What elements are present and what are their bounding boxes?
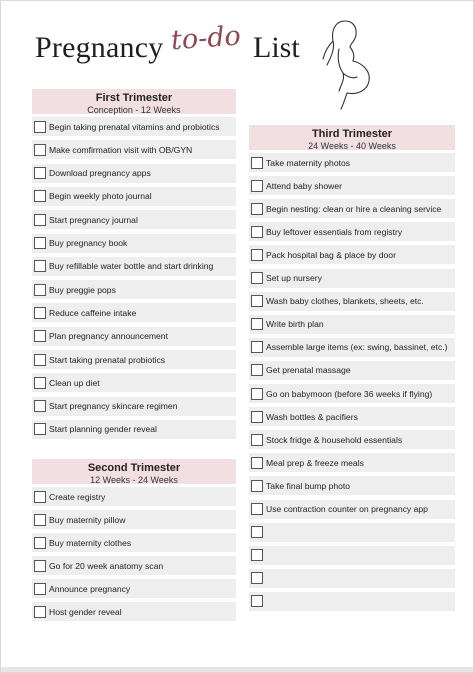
checkbox[interactable] xyxy=(251,203,263,215)
third-item-7[interactable] xyxy=(249,292,455,311)
task-label: Begin nesting: clean or hire a cleaning service xyxy=(266,203,442,214)
page-title-script: to-do xyxy=(170,20,242,57)
checkbox[interactable] xyxy=(251,364,263,376)
first-item-5[interactable] xyxy=(32,210,236,229)
checkbox[interactable] xyxy=(251,457,263,469)
task-label: Create registry xyxy=(49,491,106,502)
checkbox[interactable] xyxy=(34,144,46,156)
checkbox[interactable] xyxy=(34,121,46,133)
first-item-9[interactable] xyxy=(32,303,236,322)
task-label: Buy refillable water bottle and start drinking xyxy=(49,261,214,272)
checkbox[interactable] xyxy=(251,180,263,192)
task-label: Use contraction counter on pregnancy app xyxy=(266,504,428,514)
third-trimester-subtitle: 24 Weeks - 40 Weeks xyxy=(308,141,396,151)
task-label: Pack hospital bag & place by door xyxy=(266,249,396,260)
third-item-18[interactable] xyxy=(249,546,455,565)
checkbox[interactable] xyxy=(34,514,46,526)
first-item-6[interactable] xyxy=(32,234,236,253)
checkbox[interactable] xyxy=(34,606,46,618)
third-item-8[interactable] xyxy=(249,315,455,334)
checkbox[interactable] xyxy=(251,549,263,561)
third-item-10[interactable] xyxy=(249,361,455,380)
third-item-1[interactable] xyxy=(249,153,455,172)
first-item-10[interactable] xyxy=(32,327,236,346)
task-label: Buy leftover essentials from registry xyxy=(266,226,403,237)
task-label: Take final bump photo xyxy=(266,480,351,491)
task-label: Announce pregnancy xyxy=(49,583,131,594)
third-item-2[interactable] xyxy=(249,176,455,195)
task-label: Begin weekly photo journal xyxy=(49,191,152,202)
first-item-7[interactable] xyxy=(32,257,236,276)
first-trimester-title: First Trimester xyxy=(95,92,173,104)
checkbox[interactable] xyxy=(34,190,46,202)
task-label: Buy pregnancy book xyxy=(49,238,128,248)
third-item-19[interactable] xyxy=(249,569,455,588)
first-item-11[interactable] xyxy=(32,350,236,369)
checkbox[interactable] xyxy=(34,237,46,249)
checkbox[interactable] xyxy=(251,272,263,284)
third-item-5[interactable] xyxy=(249,245,455,264)
task-label: Download pregnancy apps xyxy=(49,168,151,179)
second-trimester-subtitle: 12 Weeks - 24 Weeks xyxy=(90,475,178,485)
task-label: Meal prep & freeze meals xyxy=(266,457,364,468)
second-item-2[interactable] xyxy=(32,510,236,529)
checkbox[interactable] xyxy=(251,318,263,330)
task-label: Begin taking prenatal vitamins and probiotics xyxy=(49,121,220,132)
checkbox[interactable] xyxy=(251,341,263,353)
third-item-6[interactable] xyxy=(249,269,455,288)
checkbox[interactable] xyxy=(34,284,46,296)
third-item-15[interactable] xyxy=(249,476,455,495)
second-item-6[interactable] xyxy=(32,602,236,621)
task-label: Take maternity photos xyxy=(266,157,351,168)
first-item-2[interactable] xyxy=(32,140,236,159)
task-label: Assemble large items (ex: swing, bassinet, etc.) xyxy=(266,342,448,353)
checkbox[interactable] xyxy=(251,249,263,261)
task-label: Buy maternity pillow xyxy=(49,514,126,525)
third-item-20[interactable] xyxy=(249,592,455,611)
checkbox[interactable] xyxy=(251,226,263,238)
first-trimester-header xyxy=(32,89,236,114)
checkbox[interactable] xyxy=(34,214,46,226)
task-label: Plan pregnancy announcement xyxy=(49,331,168,342)
task-label: Stock fridge & household essentials xyxy=(266,434,403,445)
checkbox[interactable] xyxy=(34,260,46,272)
second-item-3[interactable] xyxy=(32,533,236,552)
task-label: Start planning gender reveal xyxy=(49,424,157,435)
page-bottom-edge xyxy=(1,667,473,672)
first-item-12[interactable] xyxy=(32,373,236,392)
second-item-4[interactable] xyxy=(32,556,236,575)
task-label: Buy maternity clothes xyxy=(49,537,132,548)
checkbox[interactable] xyxy=(34,167,46,179)
checkbox[interactable] xyxy=(251,434,263,446)
task-label: Wash baby clothes, blankets, sheets, etc. xyxy=(266,296,424,307)
third-item-3[interactable] xyxy=(249,199,455,218)
first-item-13[interactable] xyxy=(32,397,236,416)
task-label: Reduce caffeine intake xyxy=(49,307,137,318)
task-label: Clean up diet xyxy=(49,377,100,388)
checkbox[interactable] xyxy=(34,307,46,319)
checkbox[interactable] xyxy=(251,526,263,538)
task-label: Write birth plan xyxy=(266,319,324,330)
checkbox[interactable] xyxy=(251,572,263,584)
second-trimester-header xyxy=(32,459,236,484)
checkbox[interactable] xyxy=(34,560,46,572)
page-title: Pregnancy xyxy=(35,31,164,64)
first-item-14[interactable] xyxy=(32,420,236,439)
third-item-13[interactable] xyxy=(249,430,455,449)
page-title-end: List xyxy=(253,31,300,64)
task-label: Make comfirmation visit with OB/GYN xyxy=(49,144,193,155)
checkbox[interactable] xyxy=(34,491,46,503)
checkbox[interactable] xyxy=(34,583,46,595)
checkbox[interactable] xyxy=(251,503,263,515)
checkbox[interactable] xyxy=(34,537,46,549)
task-label: Buy preggie pops xyxy=(49,284,116,295)
checkbox[interactable] xyxy=(34,354,46,366)
checkbox[interactable] xyxy=(34,400,46,412)
third-item-4[interactable] xyxy=(249,222,455,241)
first-item-4[interactable] xyxy=(32,187,236,206)
task-label: Go for 20 week anatomy scan xyxy=(49,560,164,571)
task-label: Start pregnancy journal xyxy=(49,214,138,225)
checkbox[interactable] xyxy=(251,595,263,607)
third-item-14[interactable] xyxy=(249,453,455,472)
second-item-1[interactable] xyxy=(32,487,236,506)
checkbox[interactable] xyxy=(251,388,263,400)
third-item-12[interactable] xyxy=(249,407,455,426)
checkbox[interactable] xyxy=(34,423,46,435)
checkbox[interactable] xyxy=(251,157,263,169)
task-label: Attend baby shower xyxy=(266,180,342,191)
task-label: Start pregnancy skincare regimen xyxy=(49,401,178,412)
first-item-8[interactable] xyxy=(32,280,236,299)
task-label: Wash bottles & pacifiers xyxy=(266,411,358,422)
checkbox[interactable] xyxy=(251,295,263,307)
task-label: Go on babymoon (before 36 weeks if flying) xyxy=(266,388,433,399)
checkbox[interactable] xyxy=(251,480,263,492)
pregnant-woman-icon xyxy=(317,15,387,111)
second-trimester-title: Second Trimester xyxy=(87,462,181,474)
first-trimester-subtitle: Conception - 12 Weeks xyxy=(87,105,181,115)
second-item-5[interactable] xyxy=(32,579,236,598)
checkbox[interactable] xyxy=(34,377,46,389)
third-trimester-title: Third Trimester xyxy=(311,128,393,140)
task-label: Get prenatal massage xyxy=(266,365,351,376)
first-item-1[interactable] xyxy=(32,117,236,136)
task-label: Start taking prenatal probiotics xyxy=(49,354,166,365)
third-trimester-header xyxy=(249,125,455,150)
task-label: Set up nursery xyxy=(266,273,322,283)
third-item-11[interactable] xyxy=(249,384,455,403)
third-item-9[interactable] xyxy=(249,338,455,357)
third-item-17[interactable] xyxy=(249,523,455,542)
task-label: Host gender reveal xyxy=(49,606,122,617)
first-item-3[interactable] xyxy=(32,164,236,183)
checkbox[interactable] xyxy=(251,411,263,423)
third-item-16[interactable] xyxy=(249,500,455,519)
checkbox[interactable] xyxy=(34,330,46,342)
